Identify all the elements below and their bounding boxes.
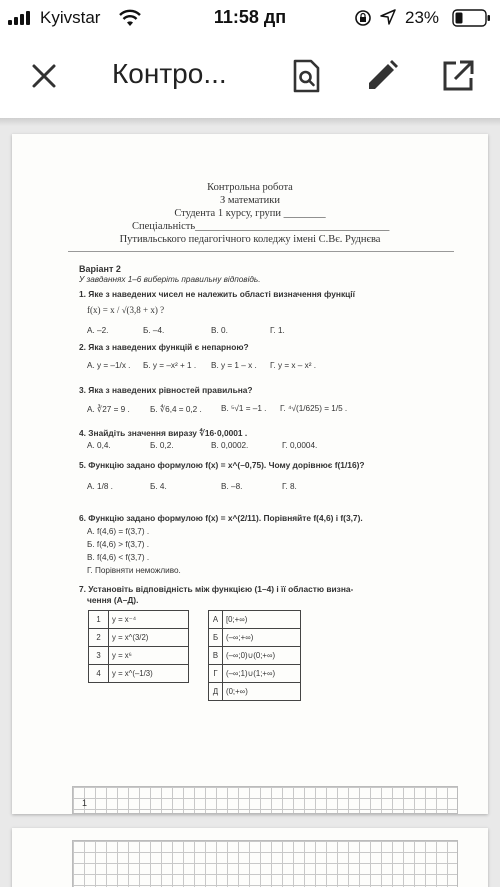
q4-option-b: Б. 0,2.: [150, 441, 174, 450]
document-page-1: [12, 134, 488, 814]
question-6: 6. Функцію задано формулою f(x) = x^(2/11). Порівняйте f(4,6) і f(3,7).: [79, 513, 363, 523]
grid-paper: [72, 840, 458, 887]
q4-option-v: В. 0,0002.: [211, 441, 249, 450]
doc-title: Контрольна робота: [207, 182, 293, 193]
q2-option-v: В. y = 1 – x .: [211, 361, 257, 370]
q3-option-g: Г. ⁴√(1/625) = 1/5 .: [280, 404, 348, 413]
domain-letter: В: [209, 647, 223, 665]
domain-value: (–∞;0)∪(0;+∞): [223, 647, 301, 665]
table-row: [89, 665, 301, 683]
domain-letter: Б: [209, 629, 223, 647]
function-number: 3: [89, 647, 109, 665]
q3-option-b: Б. ∜6,4 = 0,2 .: [150, 405, 202, 414]
domain-letter: А: [209, 611, 223, 629]
document-viewer[interactable]: [0, 118, 500, 887]
q1-option-a: А. –2.: [87, 326, 109, 335]
question-2: 2. Яка з наведених функцій є непарною?: [79, 342, 249, 352]
question-3: 3. Яка з наведених рівностей правильна?: [79, 385, 253, 395]
clock: 11:58 дп: [213, 7, 287, 27]
q1-option-v: В. 0.: [211, 326, 228, 335]
q5-option-b: Б. 4.: [150, 482, 167, 491]
table-gap: [189, 665, 209, 683]
table-gap: [189, 647, 209, 665]
rotation-lock-icon: [354, 9, 372, 27]
q6-option-b: Б. f(4,6) > f(3,7) .: [87, 540, 150, 549]
doc-subject: З математики: [220, 195, 280, 206]
domain-value: (0;+∞): [223, 683, 301, 701]
function-formula: y = x⁻⁴: [109, 611, 189, 629]
doc-student: Студента 1 курсу, групи ________: [174, 208, 326, 219]
status-bar: [0, 0, 500, 36]
question-1: 1. Яке з наведених чисел не належить області визначення функції: [79, 289, 355, 299]
function-formula: y = x^(–1/3): [109, 665, 189, 683]
doc-college: Путивльського педагогічного коледжу імені С.Вє. Руднєва: [119, 234, 381, 245]
document-title: Контро...: [112, 58, 227, 89]
domain-value: (–∞;+∞): [223, 629, 301, 647]
function-number: 4: [89, 665, 109, 683]
q4-option-g: Г. 0,0004.: [282, 441, 318, 450]
close-icon[interactable]: [26, 58, 62, 94]
domain-letter: Г: [209, 665, 223, 683]
page-number: 1: [82, 798, 88, 808]
q3-option-a: А. ∛27 = 9 .: [87, 405, 130, 414]
function-formula: y = x^(3/2): [109, 629, 189, 647]
q5-option-a: А. 1/8 .: [87, 482, 113, 491]
question-4: 4. Знайдіть значення виразу ∜16·0,0001 .: [79, 428, 248, 438]
domain-value: (–∞;1)∪(1;+∞): [223, 665, 301, 683]
edit-pencil-icon[interactable]: [362, 56, 402, 96]
q1-option-g: Г. 1.: [270, 326, 285, 335]
table-row: [89, 611, 301, 629]
function-formula: y = x⁶: [109, 647, 189, 665]
domain-value: [0;+∞): [223, 611, 301, 629]
header-divider: [68, 251, 454, 252]
question-1-formula: f(x) = x / √(3,8 + x) ?: [87, 305, 165, 315]
grid-paper: [72, 786, 458, 814]
question-5: 5. Функцію задано формулою f(x) = x^(–0,75). Чому дорівнює f(1/16)?: [79, 460, 365, 470]
q5-option-g: Г. 8.: [282, 482, 297, 491]
table-row: [89, 629, 301, 647]
instruction-text: У завданнях 1–6 виберіть правильну відповідь.: [79, 275, 261, 284]
function-number: 2: [89, 629, 109, 647]
table-gap: [109, 683, 189, 701]
q2-option-g: Г. y = x – x² .: [270, 361, 316, 370]
q6-option-a: А. f(4,6) = f(3,7) .: [87, 527, 150, 536]
variant-label: Варіант 2: [79, 264, 121, 274]
carrier-name: Kyivstar: [40, 8, 101, 27]
search-document-icon[interactable]: [286, 56, 326, 96]
q1-option-b: Б. –4.: [143, 326, 165, 335]
q3-option-v: В. ⁵√1 = –1 .: [221, 404, 267, 413]
toolbar-shadow: [0, 118, 500, 126]
q6-option-g: Г. Порівняти неможливо.: [87, 566, 181, 575]
doc-specialty: Спеціальність_____________________________________: [132, 221, 390, 232]
battery-icon: [452, 9, 492, 27]
table-row: [89, 647, 301, 665]
q2-option-b: Б. y = –x² + 1 .: [143, 361, 197, 370]
q5-option-v: В. –8.: [221, 482, 243, 491]
table-row: [89, 683, 301, 701]
table-gap: [189, 683, 209, 701]
question-7: 7. Установіть відповідність між функцією (1–4) і її областю визна-: [79, 584, 354, 594]
q6-option-v: В. f(4,6) < f(3,7) .: [87, 553, 150, 562]
q2-option-a: А. y = –1/x .: [87, 361, 131, 370]
open-external-icon[interactable]: [438, 56, 478, 96]
question-7-cont: чення (А–Д).: [87, 595, 139, 605]
function-number: 1: [89, 611, 109, 629]
table-gap: [189, 629, 209, 647]
matching-table: [88, 610, 301, 701]
battery-percentage: 23%: [405, 8, 440, 27]
location-arrow-icon: [380, 9, 396, 25]
table-gap: [189, 611, 209, 629]
app-toolbar: [0, 36, 500, 118]
q4-option-a: А. 0,4.: [87, 441, 111, 450]
document-page-2: [12, 828, 488, 887]
domain-letter: Д: [209, 683, 223, 701]
table-gap: [89, 683, 109, 701]
